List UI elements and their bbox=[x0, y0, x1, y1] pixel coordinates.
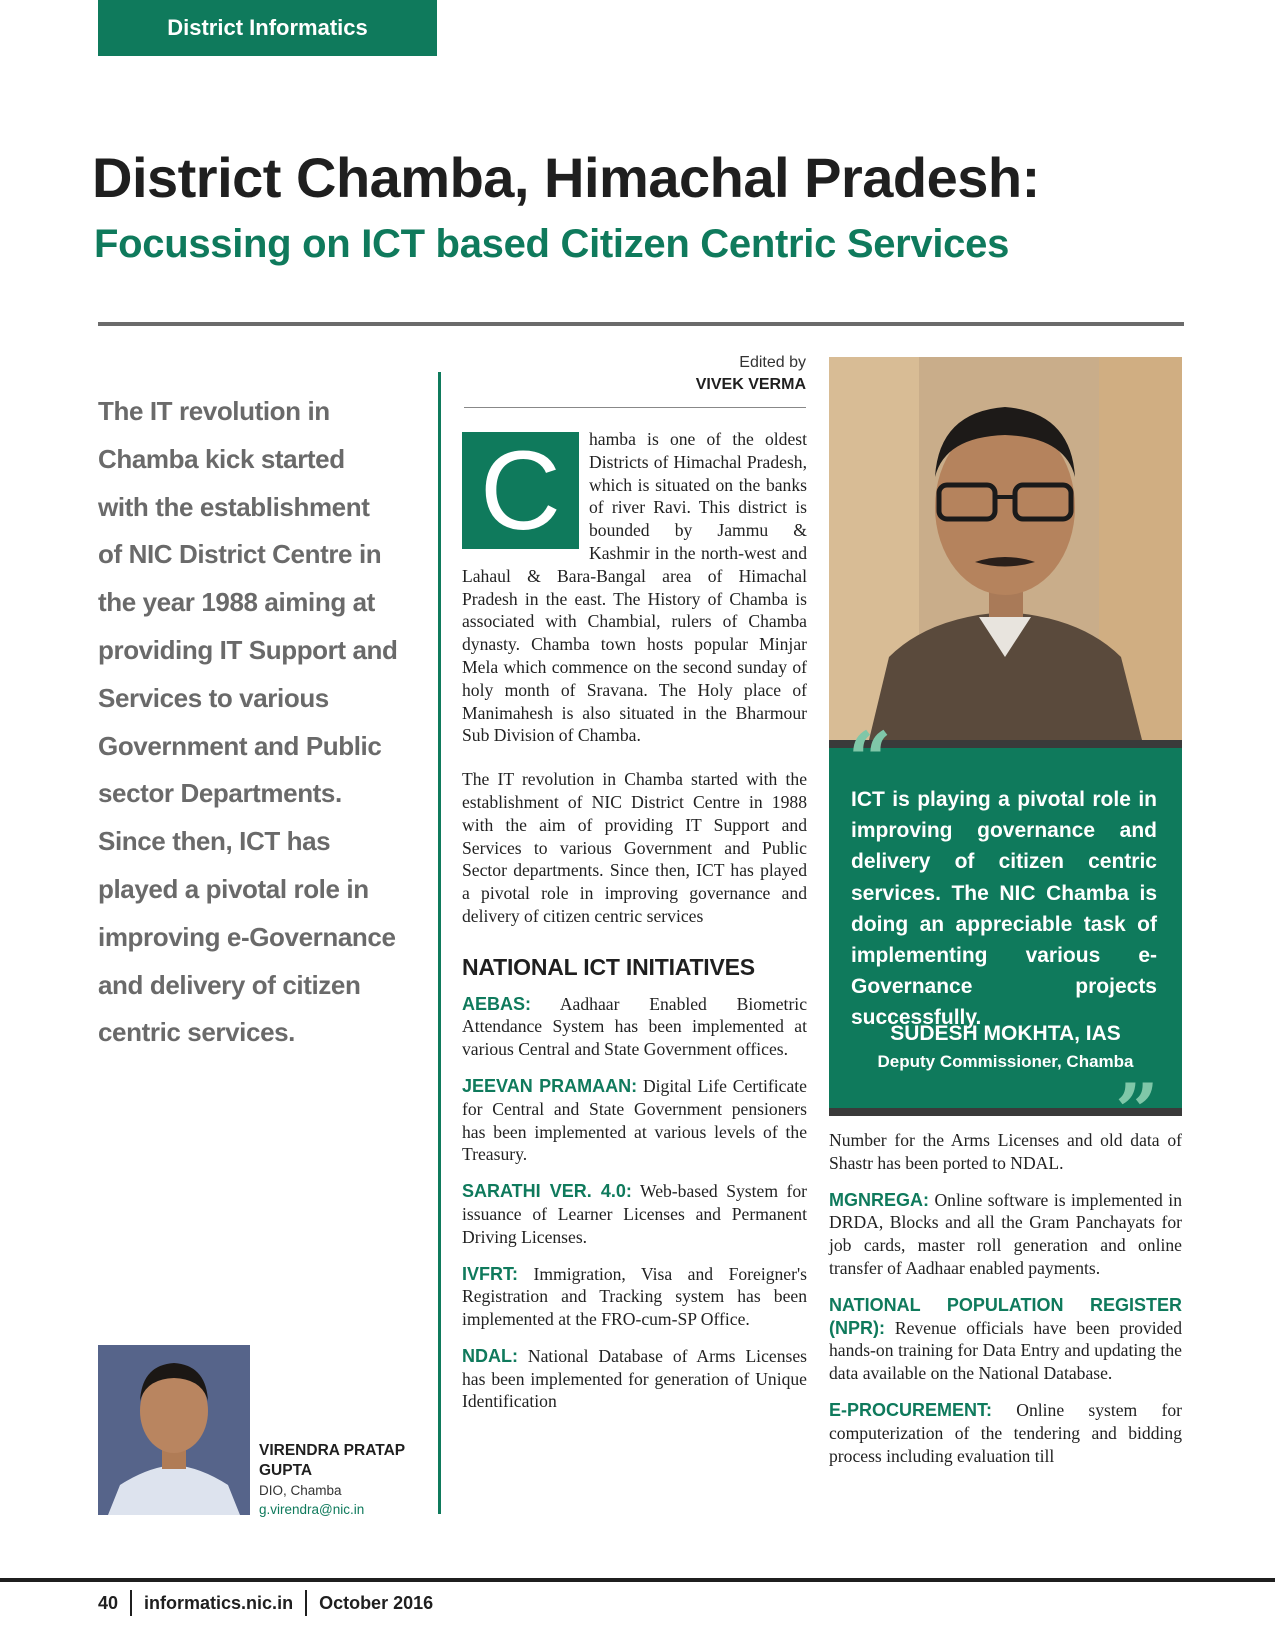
author-email[interactable]: g.virendra@nic.in bbox=[259, 1502, 365, 1517]
initiative-term: NDAL: bbox=[462, 1345, 518, 1366]
initiative-term: IVFRT: bbox=[462, 1263, 518, 1284]
edited-by-label: Edited by bbox=[739, 354, 806, 371]
initiative-text: Digital Life Certificate for Central and State Government pensioners has been implemented at various levels of the Treasury. bbox=[462, 1075, 807, 1165]
footer-separator bbox=[305, 1590, 307, 1616]
footer-site[interactable]: informatics.nic.in bbox=[144, 1592, 294, 1613]
initiative-text: Aadhaar Enabled Biometric Attendance System has been implemented at various Central and State Government offices. bbox=[462, 993, 807, 1060]
initiative-ndal bbox=[462, 1345, 807, 1413]
article-subtitle: Focussing on ICT based Citizen Centric Services bbox=[94, 222, 1010, 266]
initiative-text: Online software is implemented in DRDA, Blocks and all the Gram Panchayats for job cards, master roll generation and online transfer of Aadhaar enabled payments. bbox=[829, 1189, 1182, 1278]
page-footer bbox=[98, 1588, 433, 1618]
body-paragraph: The IT revolution in Chamba started with the establishment of NIC District Centre in 1988 with the aim of providing IT Support and Services to various Government and Public Sector departments. Since then, ICT has played a pivotal role in improving governance and delivery of citizen centric services bbox=[462, 769, 807, 926]
initiative-sarathi bbox=[462, 1180, 807, 1248]
column-divider bbox=[438, 372, 441, 1514]
initiative-text: Web-based System for issuance of Learner Licenses and Permanent Driving Licenses. bbox=[462, 1181, 807, 1247]
article-title: District Chamba, Himachal Pradesh: bbox=[92, 146, 1040, 209]
initiative-mgnrega bbox=[829, 1189, 1182, 1280]
initiative-term: NATIONAL POPULATION REGISTER (NPR): bbox=[829, 1294, 1182, 1338]
author-portrait-illustration bbox=[98, 1345, 250, 1515]
editor-name: VIVEK VERMA bbox=[695, 376, 806, 393]
quote-text: ICT is playing a pivotal role in improving governance and delivery of citizen centric services. The NIC Chamba is doing an appreciable task of implementing various e-Governance projects successfully. bbox=[851, 788, 1157, 1030]
title-divider bbox=[98, 322, 1184, 326]
editor-credit bbox=[600, 352, 806, 396]
section-tab: District Informatics bbox=[98, 0, 437, 56]
drop-cap: C bbox=[462, 432, 579, 549]
initiative-term: MGNREGA: bbox=[829, 1189, 929, 1210]
pull-quote: The IT revolution in Chamba kick started with the establishment of NIC District Centre in the year 1988 aiming at providing IT Support and Services to various Government and Public sector Departments. Since then, ICT has played a pivotal role in improving e-Governance and delivery of citizen centric services. bbox=[98, 396, 398, 1048]
close-quote-icon: ” bbox=[1115, 1067, 1159, 1156]
footer-rule bbox=[0, 1578, 1275, 1582]
intro-text: hamba is one of the oldest Districts of Himachal Pradesh, which is situated on the banks of river Ravi. This district is bounded by Jammu & Kashmir in the north-west and Lahaul & Bara-Bangal area of Himachal Pradesh in the east. The History of Chamba is associated with Chambial, rulers of Chamba dynasty. Chamba town hosts popular Minjar Mela which commence on the second sunday of holy month of Sravana. The Holy place of Manimahesh is also situated in the Bharmour Sub Division of Chamba. bbox=[462, 429, 807, 746]
deputy-commissioner-photo bbox=[829, 357, 1182, 740]
quote-author-role: Deputy Commissioner, Chamba bbox=[877, 1052, 1134, 1071]
initiative-term: E-PROCUREMENT: bbox=[829, 1399, 993, 1420]
author-photo bbox=[98, 1345, 250, 1515]
ndal-continued: Number for the Arms Licenses and old data of Shastr has been ported to NDAL. bbox=[829, 1130, 1182, 1173]
footer-separator bbox=[130, 1590, 132, 1616]
footer-date: October 2016 bbox=[319, 1592, 434, 1613]
initiative-text: Online system for computerization of the tendering and bidding process including evaluation till bbox=[829, 1399, 1182, 1466]
section-heading: NATIONAL ICT INITIATIVES bbox=[462, 953, 755, 980]
initiative-term: JEEVAN PRAMAAN: bbox=[462, 1075, 638, 1096]
initiative-jeevan-pramaan bbox=[462, 1075, 807, 1166]
editor-divider bbox=[464, 407, 806, 408]
initiative-text: National Database of Arms Licenses has been implemented for generation of Unique Identification bbox=[462, 1345, 807, 1412]
quote-author-name: SUDESH MOKHTA, IAS bbox=[890, 1022, 1121, 1045]
article-body-middle bbox=[462, 428, 807, 1427]
intro-paragraph bbox=[462, 428, 807, 747]
initiative-term: AEBAS: bbox=[462, 993, 532, 1014]
quote-attribution bbox=[829, 1022, 1182, 1072]
portrait-illustration bbox=[829, 357, 1182, 740]
initiative-text: Revenue officials have been provided hands-on training for Data Entry and updating the data available on the National Database. bbox=[829, 1317, 1183, 1384]
initiative-text: Immigration, Visa and Foreigner's Registration and Tracking system has been implemented at the FRO-cum-SP Office. bbox=[462, 1263, 807, 1330]
article-body-right bbox=[829, 1129, 1182, 1481]
initiative-eprocurement bbox=[829, 1399, 1182, 1467]
initiative-npr bbox=[829, 1294, 1182, 1385]
author-role: DIO, Chamba bbox=[259, 1483, 342, 1498]
page-number: 40 bbox=[98, 1592, 119, 1613]
author-name: VIRENDRA PRATAP GUPTA bbox=[259, 1442, 405, 1479]
initiative-ivfrt bbox=[462, 1263, 807, 1331]
open-quote-icon: “ bbox=[848, 715, 892, 804]
initiative-aebas bbox=[462, 993, 807, 1061]
author-info bbox=[259, 1441, 434, 1519]
initiative-term: SARATHI VER. 4.0: bbox=[462, 1181, 632, 1202]
